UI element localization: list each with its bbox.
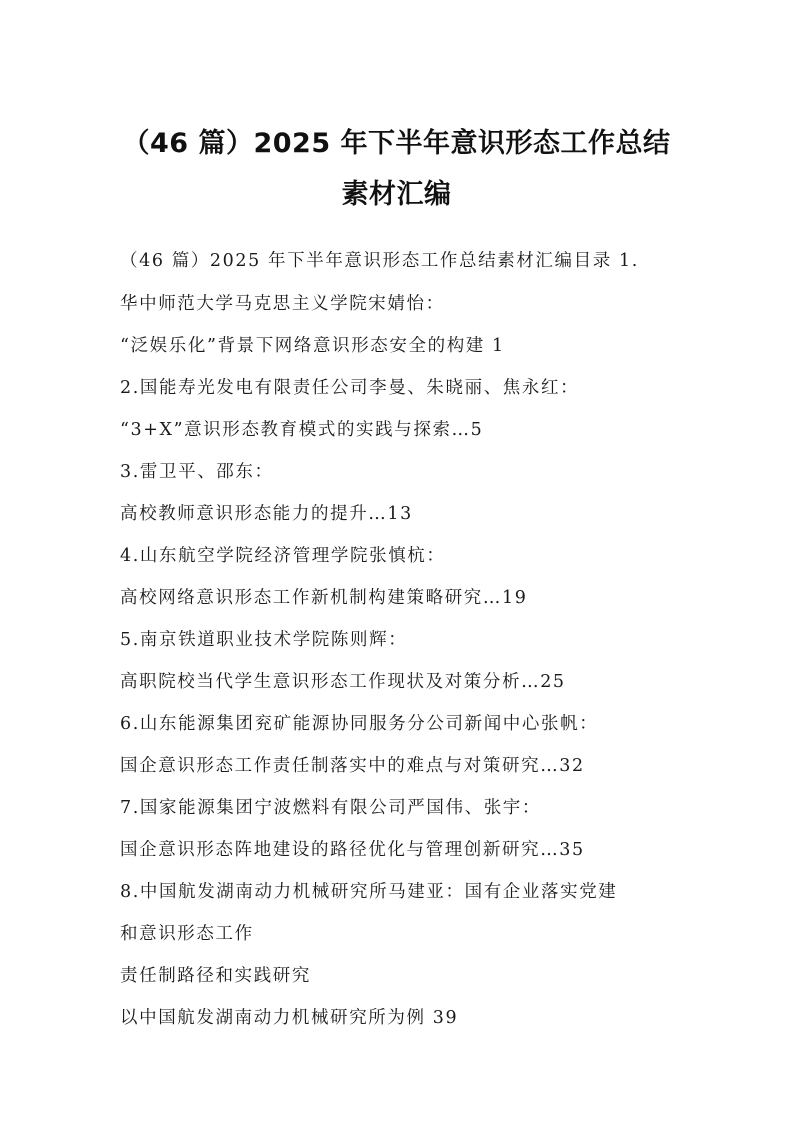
toc-intro-line: （46 篇）2025 年下半年意识形态工作总结素材汇编目录 1.: [120, 251, 639, 271]
toc-entry-1-title: “泛娱乐化”背景下网络意识形态安全的构建 1: [120, 336, 505, 356]
toc-entry-6-author: 6.山东能源集团兖矿能源协同服务分公司新闻中心张帆：: [120, 714, 599, 734]
toc-entry-8-title-part-1: 和意识形态工作: [120, 924, 254, 944]
toc-entry-1-author: 华中师范大学马克思主义学院宋婧怡：: [120, 294, 445, 314]
toc-entry-4-author: 4.山东航空学院经济管理学院张慎杭：: [120, 546, 446, 566]
toc-entry-3-author: 3.雷卫平、邵东：: [120, 462, 274, 482]
toc-entry-6-title: 国企意识形态工作责任制落实中的难点与对策研究…32: [120, 756, 585, 776]
toc-entry-8-title-part-2: 责任制路径和实践研究: [120, 966, 311, 986]
toc-entry-5-title: 高职院校当代学生意识形态工作现状及对策分析…25: [120, 672, 566, 692]
toc-entry-8-title-part-3: 以中国航发湖南动力机械研究所为例 39: [120, 1008, 459, 1028]
document-title-line-2: 素材汇编: [341, 179, 452, 210]
toc-entry-2-title: “3+X”意识形态教育模式的实践与探索…5: [120, 420, 484, 440]
toc-entry-7-title: 国企意识形态阵地建设的路径优化与管理创新研究…35: [120, 840, 585, 860]
toc-entry-7-author: 7.国家能源集团宁波燃料有限公司严国伟、张宇：: [120, 798, 541, 818]
toc-entry-3-title: 高校教师意识形态能力的提升…13: [120, 504, 413, 524]
toc-entry-2-author: 2.国能寿光发电有限责任公司李曼、朱晓丽、焦永红：: [120, 378, 580, 398]
toc-entry-5-author: 5.南京铁道职业技术学院陈则辉：: [120, 630, 408, 650]
toc-entry-4-title: 高校网络意识形态工作新机制构建策略研究…19: [120, 588, 528, 608]
document-title-line-1: （46 篇）2025 年下半年意识形态工作总结: [122, 128, 671, 159]
toc-entry-8-author: 8.中国航发湖南动力机械研究所马建亚：国有企业落实党建: [120, 882, 618, 902]
